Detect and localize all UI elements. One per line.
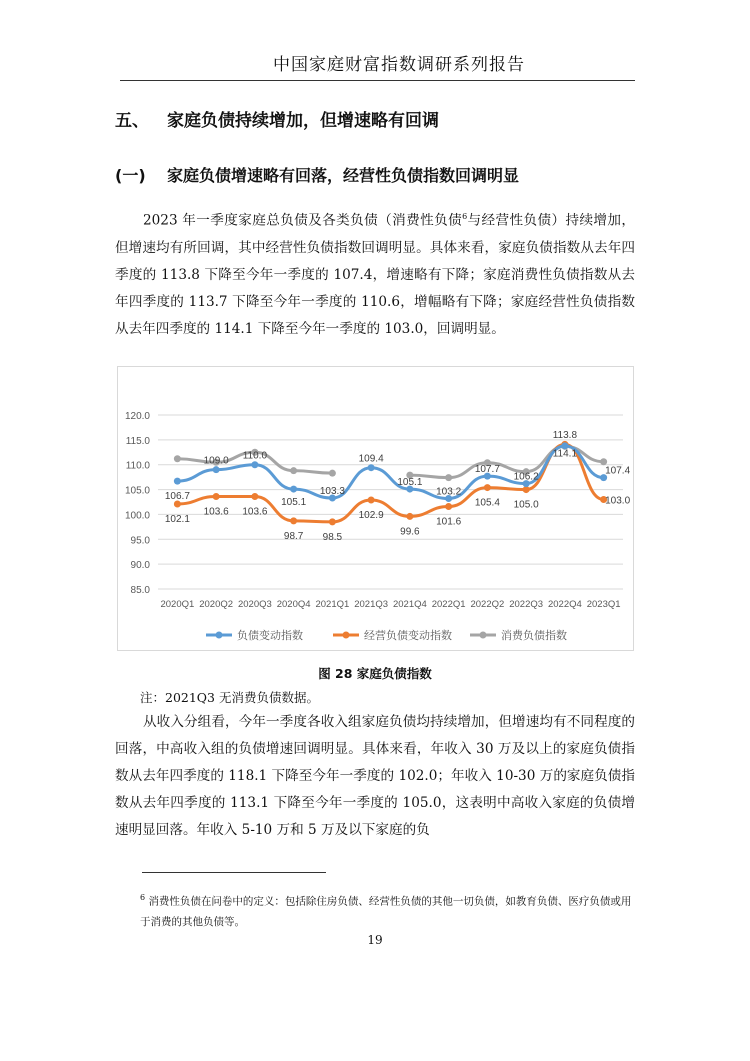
data-label: 105.0	[513, 499, 539, 511]
data-point	[368, 464, 375, 471]
legend-marker	[480, 632, 487, 639]
legend-marker	[216, 632, 223, 639]
data-point	[290, 517, 297, 524]
paragraph-1-a: 2023 年一季度家庭总负债及各类负债（消费性负债	[143, 212, 463, 229]
data-label: 103.3	[319, 486, 345, 498]
data-label: 101.6	[436, 516, 462, 528]
y-tick-label: 95.0	[130, 535, 150, 547]
footnote-text: 消费性负债在问卷中的定义：包括除住房负债、经营性负债的其他一切负债，如教育负债、医疗负债或用于消费的其他负债等。	[140, 895, 632, 928]
subsection-title: 家庭负债增速略有回落，经营性负债指数回调明显	[167, 166, 520, 185]
y-tick-label: 120.0	[124, 411, 150, 422]
data-point	[484, 484, 491, 491]
paragraph-1	[115, 203, 635, 343]
data-label: 99.6	[400, 526, 420, 538]
data-label: 105.1	[281, 497, 307, 509]
legend-label: 负债变动指数	[237, 630, 303, 642]
y-tick-label: 85.0	[130, 585, 150, 596]
data-label: 98.7	[283, 530, 304, 542]
x-tick-label: 2022Q3	[509, 599, 544, 610]
data-point	[174, 478, 181, 485]
data-point	[600, 458, 607, 465]
x-tick-label: 2023Q1	[586, 599, 621, 610]
y-tick-label: 115.0	[125, 435, 150, 447]
household-debt-chart	[117, 366, 634, 651]
data-point	[329, 470, 336, 477]
data-label: 109.0	[203, 455, 229, 467]
subsection-number: (一)	[115, 166, 146, 185]
y-tick-label: 105.0	[124, 485, 150, 497]
data-point	[174, 455, 181, 462]
data-point	[368, 497, 375, 504]
data-point	[445, 474, 452, 481]
footnote-ref: 6	[462, 212, 468, 221]
report-header: 中国家庭财富指数调研系列报告	[120, 50, 635, 81]
data-label: 107.4	[605, 465, 631, 477]
x-tick-label: 2021Q3	[354, 599, 389, 610]
x-tick-label: 2022Q1	[431, 599, 466, 610]
footnote-mark: 6	[140, 893, 146, 902]
data-point	[329, 518, 336, 525]
data-label: 105.1	[397, 477, 423, 489]
data-label: 103.2	[436, 486, 462, 498]
data-label: 106.7	[164, 491, 190, 503]
data-label: 106.2	[513, 471, 539, 483]
footnote-divider	[142, 872, 326, 873]
section-number: 五、	[115, 111, 149, 131]
footnote	[140, 888, 635, 932]
data-label: 105.4	[474, 497, 500, 509]
data-label: 113.8	[552, 429, 578, 441]
y-tick-label: 110.0	[125, 460, 150, 472]
data-point	[406, 513, 413, 520]
data-label: 103.0	[605, 495, 631, 507]
data-label: 102.9	[358, 510, 384, 522]
data-label: 103.6	[203, 506, 229, 518]
data-point	[251, 461, 258, 468]
paragraph-1-b: 与经营性负债）持续增加，但增速均有所回调，其中经营性负债指数回调明显。具体来看，家庭负债指数从去年四季度的 113.8 下降至今年一季度的 107.4，增速略有下降；家庭消费性负债指数从去年四季度的 113.7 下降至今年一季度的 110.6，增幅略有下降；家庭经营性负债指数从去年四季度的 114.1 下降至今年一季度的 103.0，回调明显。	[115, 212, 636, 337]
page-number: 19	[367, 933, 383, 947]
subsection-heading	[115, 163, 519, 186]
figure-caption: 图 28 家庭负债指数	[318, 666, 432, 681]
y-tick-label: 100.0	[124, 510, 150, 522]
x-tick-label: 2021Q4	[392, 599, 427, 610]
legend-label: 消费负债指数	[501, 630, 567, 642]
chart-svg	[118, 367, 633, 650]
data-point	[290, 467, 297, 474]
legend-marker	[343, 632, 350, 639]
data-point	[445, 503, 452, 510]
data-point	[290, 486, 297, 493]
figure-note: 注：2021Q3 无消费负债数据。	[140, 690, 319, 705]
section-heading	[115, 106, 439, 131]
x-tick-label: 2020Q4	[276, 599, 311, 610]
data-label: 114.1	[552, 448, 578, 460]
y-tick-label: 90.0	[130, 560, 150, 572]
data-label: 110.0	[242, 450, 268, 462]
x-tick-label: 2022Q4	[547, 599, 582, 610]
data-point	[213, 493, 220, 500]
data-label: 102.1	[164, 513, 190, 525]
paragraph-2: 从收入分组看，今年一季度各收入组家庭负债均持续增加，但增速均有不同程度的回落，中高收入组的负债增速回调明显。具体来看，年收入 30 万及以上的家庭负债指数从去年四季度的 118.1 下降至今年一季度的 102.0；年收入 10-30 万的家庭负债指数从去年四季度的 113.1 下降至今年一季度的 105.0，这表明中高收入家庭的负债增速明显回落。年收入 5-10 万和 5 万及以下家庭的负	[115, 714, 635, 838]
x-tick-label: 2020Q2	[199, 599, 234, 610]
data-label: 98.5	[322, 531, 343, 543]
x-tick-label: 2021Q1	[315, 599, 350, 610]
x-tick-label: 2020Q1	[160, 599, 195, 610]
data-label: 109.4	[358, 453, 384, 465]
data-label: 107.7	[474, 464, 500, 476]
data-label: 103.6	[242, 506, 268, 518]
x-tick-label: 2022Q2	[470, 599, 505, 610]
data-point	[213, 466, 220, 473]
legend-label: 经营负债变动指数	[364, 630, 452, 642]
x-tick-label: 2020Q3	[237, 599, 272, 610]
data-point	[251, 493, 258, 500]
data-point	[523, 486, 530, 493]
section-title: 家庭负债持续增加，但增速略有回调	[167, 111, 439, 131]
